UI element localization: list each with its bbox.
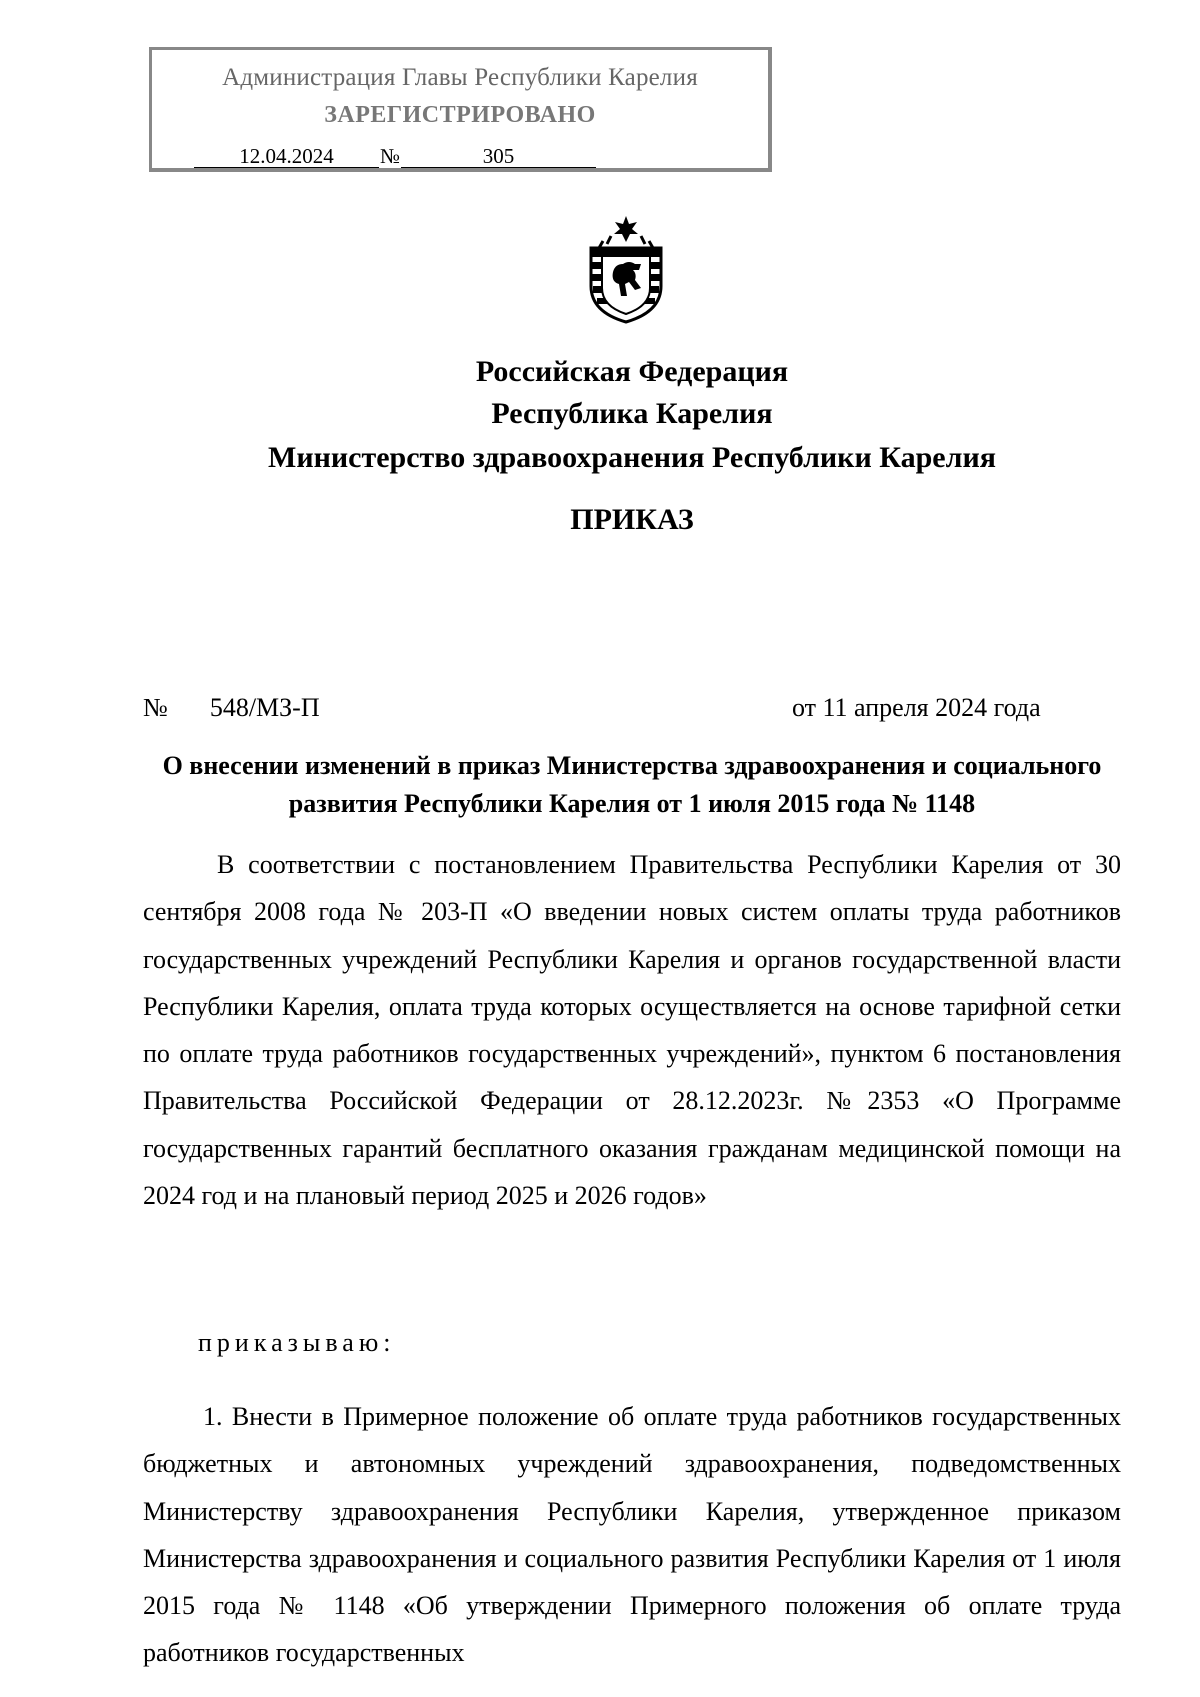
directive-text: приказываю: [198,1328,396,1357]
header-country: Российская Федерация [475,355,789,388]
stamp-date: 12.04.2024 [194,145,379,168]
order-subject: О внесении изменений в приказ Министерства здравоохранения и социального развития Республики Карелия от 1 июля 2015 года № 1148 [162,751,1102,818]
stamp-number: 305 [401,145,596,168]
stamp-number-sign: № [380,144,401,168]
preamble-paragraph: В соответствии с постановлением Правительства Республики Карелия от 30 сентября 2008 года № 203-П «О введении новых систем оплаты труда работников государственных учреждений Республики Карелия и органов государственной власти Республики Карелия, оплата труда которых осуществляется на основе тарифной сетки по оплате труда работников государственных учреждений», пунктом 6 постановления Правительства Российской Федерации от 28.12.2023г. №2353 «О Программе государственных гарантий бесплатного оказания гражданам медицинской помощи на 2024 год и на плановый период 2025 и 2026 годов» [143,850,1121,1211]
order-number: 548/МЗ-П [209,693,320,722]
registration-stamp [149,47,772,172]
order-date: от 11 апреля 2024 года [792,693,1041,722]
order-number-line [143,693,320,723]
header-ministry: Министерство здравоохранения Республики Карелия [268,441,996,474]
document-type: ПРИКАЗ [570,503,694,536]
order-number-sign: № [143,693,168,722]
stamp-registration-row [194,144,596,169]
stamp-organization: Администрация Главы Республики Карелия [222,64,698,91]
coat-of-arms-karelia-icon [585,214,667,324]
item-1-paragraph: 1. Внести в Примерное положение об оплате труда работников государственных бюджетных и автономных учреждений здравоохранения, подведомственных Министерству здравоохранения Республики Карелия, утвержденное приказом Министерства здравоохранения и социального развития Республики Карелия от 1 июля 2015 года № 1148 «Об утверждении Примерного положения об оплате труда работников государственных [143,1402,1121,1668]
header-region: Республика Карелия [491,397,773,430]
stamp-status: ЗАРЕГИСТРИРОВАНО [324,102,596,128]
